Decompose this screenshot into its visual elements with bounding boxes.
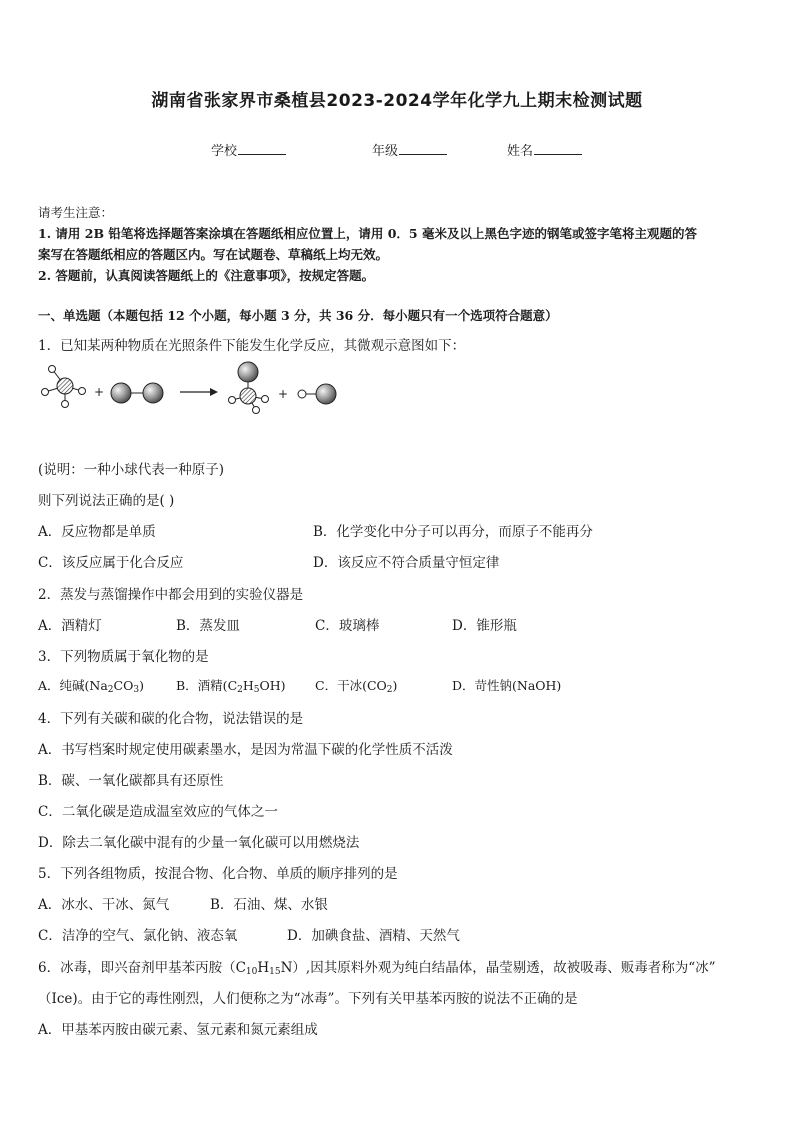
q6-pre: 6．冰毒，即兴奋剂甲基苯丙胺（C	[38, 960, 246, 976]
q2-option-b[interactable]: B．蒸发皿	[176, 618, 240, 634]
q3-option-c[interactable]	[315, 676, 397, 695]
notice-line-2: 案写在答题纸相应的答题区内。写在试题卷、草稿纸上均无效。	[38, 247, 389, 262]
q3-a-sub1: 2	[107, 685, 114, 695]
notice-line-1: 1. 请用 2B 铅笔将选择题答案涂填在答题纸相应位置上，请用 0．5 毫米及以上黑色字迹的钢笔或签字笔将主观题的答	[38, 226, 697, 241]
q3-b-sub2: 5	[253, 685, 260, 695]
q3-c-sub1: 2	[386, 685, 393, 695]
reactant-molecule-1	[42, 366, 86, 408]
reaction-arrow	[180, 388, 218, 396]
q6-sub1: 10	[245, 967, 258, 977]
q2-option-c[interactable]: C．玻璃棒	[315, 618, 380, 634]
q1-option-a[interactable]: A．反应物都是单质	[38, 524, 156, 540]
q6-stem-line-1	[38, 956, 716, 977]
q2-option-d[interactable]: D．锥形瓶	[452, 618, 517, 634]
q3-a-post: )	[139, 678, 144, 693]
reaction-diagram	[36, 358, 346, 422]
q4-stem: 4．下列有关碳和碳的化合物，说法错误的是	[38, 711, 304, 727]
school-field[interactable]	[211, 140, 286, 159]
grade-label: 年级	[372, 144, 399, 159]
q3-option-d[interactable]: D．苛性钠(NaOH)	[452, 678, 562, 693]
product-molecule-1	[229, 362, 269, 414]
q6-post: N）,因其原料外观为纯白结晶体，晶莹剔透，故被吸毒、贩毒者称为“冰”	[280, 960, 716, 976]
q3-c-post: )	[392, 678, 398, 693]
q3-b-sub1: 2	[237, 685, 243, 695]
svg-text:+: +	[278, 387, 289, 401]
q2-stem: 2．蒸发与蒸馏操作中都会用到的实验仪器是	[38, 587, 304, 603]
q1-ask: 则下列说法正确的是( )	[38, 493, 175, 509]
q4-option-b[interactable]: B．碳、一氧化碳都具有还原性	[38, 773, 224, 789]
q1-option-b[interactable]: B．化学变化中分子可以再分，而原子不能再分	[313, 524, 593, 540]
name-blank[interactable]	[534, 142, 582, 155]
q3-option-a[interactable]	[38, 676, 144, 695]
q3-a-sub2: 3	[133, 685, 140, 695]
q6-stem-line-2: （Ice)。由于它的毒性刚烈，人们便称之为“冰毒”。下列有关甲基苯丙胺的说法不正确的是	[38, 991, 578, 1007]
q1-option-c[interactable]: C．该反应属于化合反应	[38, 555, 184, 571]
grade-field[interactable]	[372, 140, 447, 159]
q1-option-d[interactable]: D．该反应不符合质量守恒定律	[313, 555, 500, 571]
product-molecule-2	[298, 384, 336, 404]
q1-note: (说明：一种小球代表一种原子)	[38, 462, 225, 478]
notice-line-3: 2. 答题前，认真阅读答题纸上的《注意事项》，按规定答题。	[38, 268, 375, 283]
school-blank[interactable]	[238, 142, 286, 155]
name-label: 姓名	[507, 144, 534, 159]
page-title: 湖南省张家界市桑植县2023-2024学年化学九上期末检测试题	[151, 91, 643, 111]
q6-mid: H	[257, 960, 270, 976]
q2-option-a[interactable]: A．酒精灯	[38, 618, 102, 634]
q3-option-b[interactable]	[176, 676, 286, 695]
q5-option-c[interactable]: C．洁净的空气、氯化钠、液态氧	[38, 928, 238, 944]
q3-c-pre: C．干冰(CO	[315, 678, 387, 693]
q6-sub2: 15	[269, 967, 281, 977]
reactant-molecule-2	[111, 383, 163, 403]
svg-text:+: +	[94, 385, 105, 399]
q3-b-pre: B．酒精(C	[176, 678, 238, 693]
notice-heading: 请考生注意：	[38, 205, 114, 220]
section-heading: 一、单选题（本题包括 12 个小题，每小题 3 分，共 36 分．每小题只有一个选项符合题意）	[38, 308, 558, 323]
q1-stem: 1．已知某两种物质在光照条件下能发生化学反应，其微观示意图如下：	[38, 338, 466, 354]
q3-a-mid: CO	[113, 678, 134, 693]
q4-option-a[interactable]: A．书写档案时规定使用碳素墨水，是因为常温下碳的化学性质不活泼	[38, 742, 453, 758]
q5-option-b[interactable]: B．石油、煤、水银	[210, 897, 328, 913]
school-label: 学校	[211, 144, 238, 159]
q3-stem: 3．下列物质属于氧化物的是	[38, 649, 209, 665]
q4-option-d[interactable]: D．除去二氧化碳中混有的少量一氧化碳可以用燃烧法	[38, 835, 360, 851]
name-field[interactable]	[507, 140, 582, 159]
q3-b-mid: H	[242, 678, 254, 693]
q3-b-post: OH)	[259, 678, 286, 693]
q3-a-pre: A．纯碱(Na	[38, 678, 108, 693]
q5-option-d[interactable]: D．加碘食盐、酒精、天然气	[287, 928, 460, 944]
q5-stem: 5．下列各组物质，按混合物、化合物、单质的顺序排列的是	[38, 866, 398, 882]
grade-blank[interactable]	[399, 142, 447, 155]
q6-option-a[interactable]: A．甲基苯丙胺由碳元素、氢元素和氮元素组成	[38, 1022, 318, 1038]
q5-option-a[interactable]: A．冰水、干冰、氮气	[38, 897, 170, 913]
q4-option-c[interactable]: C．二氧化碳是造成温室效应的气体之一	[38, 804, 278, 820]
